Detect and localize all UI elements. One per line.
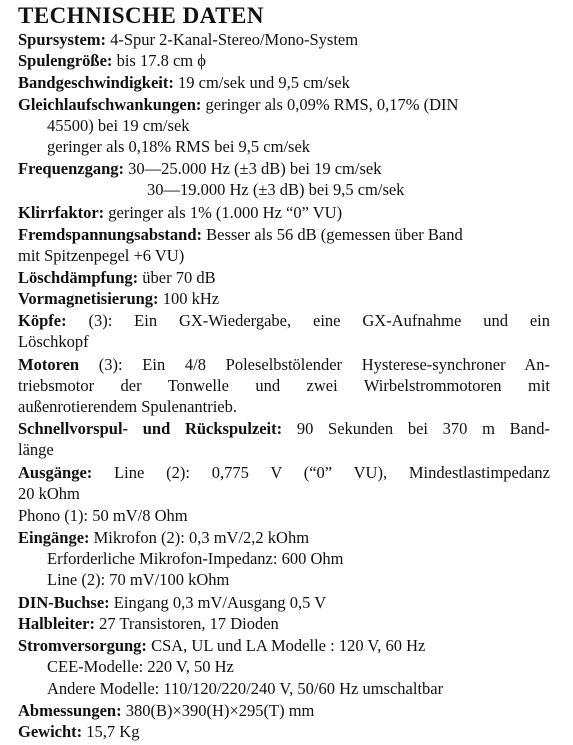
spec-gleichlauf bbox=[18, 95, 458, 115]
spec-value: 90 Sekunden bei 370 m Band- bbox=[296, 419, 550, 438]
spec-value: (3): Ein GX-Wiedergabe, eine GX-Aufnahme und ein bbox=[88, 311, 550, 330]
spec-label: Ausgänge: bbox=[18, 463, 93, 482]
spec-koepfe-line2: Löschkopf bbox=[18, 332, 89, 351]
spec-ausgaenge-line3: Phono (1): 50 mV/8 Ohm bbox=[18, 506, 188, 525]
spec-label: Abmessungen: bbox=[18, 701, 122, 720]
spec-value: Besser als 56 dB (gemessen über Band bbox=[206, 225, 463, 244]
spec-koepfe bbox=[18, 311, 550, 331]
spec-frequenzgang bbox=[18, 159, 381, 179]
spec-value: Eingang 0,3 mV/Ausgang 0,5 V bbox=[113, 593, 327, 612]
spec-label: Löschdämpfung: bbox=[18, 268, 139, 287]
spec-label: Gewicht: bbox=[18, 722, 83, 741]
spec-value: bis 17.8 cm ϕ bbox=[116, 51, 206, 70]
spec-strom-line3: Andere Modelle: 110/120/220/240 V, 50/60 Hz umschaltbar bbox=[47, 679, 444, 698]
spec-spulengroesse bbox=[18, 51, 206, 71]
spec-fremdspannung bbox=[18, 225, 463, 245]
spec-value: 380(B)×390(H)×295(T) mm bbox=[125, 701, 315, 720]
spec-value: 30—25.000 Hz (±3 dB) bei 19 cm/sek bbox=[128, 159, 382, 178]
spec-label: Spulengröße: bbox=[18, 51, 113, 70]
spec-value: 100 kHz bbox=[162, 289, 220, 308]
spec-label: DIN-Buchse: bbox=[18, 593, 110, 612]
spec-motoren-line3: außenrotierendem Spulenantrieb. bbox=[18, 397, 238, 416]
spec-value: 27 Transistoren, 17 Dioden bbox=[99, 614, 279, 633]
spec-schnellvorspul bbox=[18, 419, 550, 439]
spec-eingaenge bbox=[18, 528, 309, 548]
spec-label: Fremdspannungsabstand: bbox=[18, 225, 203, 244]
spec-label: Motoren bbox=[18, 355, 80, 374]
spec-ausgaenge-line2: 20 kOhm bbox=[18, 484, 80, 503]
spec-gleichlauf-line3: geringer als 0,18% RMS bei 9,5 cm/sek bbox=[47, 137, 311, 156]
spec-strom-line2: CEE-Modelle: 220 V, 50 Hz bbox=[47, 657, 234, 676]
spec-value: CSA, UL und LA Modelle : 120 V, 60 Hz bbox=[151, 636, 426, 655]
spec-strom bbox=[18, 636, 425, 656]
spec-value: 19 cm/sek und 9,5 cm/sek bbox=[178, 73, 350, 92]
spec-label: Klirrfaktor: bbox=[18, 203, 105, 222]
spec-eingaenge-line3: Line (2): 70 mV/100 kOhm bbox=[47, 570, 230, 589]
spec-value: über 70 dB bbox=[142, 268, 216, 287]
spec-bandgeschwindigkeit bbox=[18, 73, 350, 93]
spec-label: Eingänge: bbox=[18, 528, 90, 547]
spec-gleichlauf-line2: 45500) bei 19 cm/sek bbox=[47, 116, 190, 135]
spec-label: Schnellvorspul- und Rückspulzeit: bbox=[18, 419, 283, 438]
spec-motoren-line2: triebsmotor der Tonwelle und zwei Wirbelstrommotoren mit bbox=[18, 376, 550, 395]
spec-label: Halbleiter: bbox=[18, 614, 95, 633]
spec-label: Vormagnetisierung: bbox=[18, 289, 159, 308]
spec-gewicht bbox=[18, 722, 139, 742]
spec-value: geringer als 1% (1.000 Hz “0” VU) bbox=[108, 203, 343, 222]
spec-eingaenge-line2: Erforderliche Mikrofon-Impedanz: 600 Ohm bbox=[47, 549, 344, 568]
spec-value: geringer als 0,09% RMS, 0,17% (DIN bbox=[205, 95, 459, 114]
spec-motoren bbox=[18, 355, 550, 375]
spec-schnellvorspul-line2: länge bbox=[18, 440, 54, 459]
spec-ausgaenge bbox=[18, 463, 550, 483]
spec-din bbox=[18, 593, 326, 613]
spec-abmessungen bbox=[18, 701, 314, 721]
spec-value: 4-Spur 2-Kanal-Stereo/Mono-System bbox=[110, 30, 359, 49]
spec-fremdspannung-line2: mit Spitzenpegel +6 VU) bbox=[18, 246, 185, 265]
spec-frequenzgang-line2: 30—19.000 Hz (±3 dB) bei 9,5 cm/sek bbox=[147, 180, 405, 199]
page-title: TECHNISCHE DATEN bbox=[18, 3, 264, 28]
spec-loeschdaempfung bbox=[18, 268, 216, 288]
spec-label: Gleichlaufschwankungen: bbox=[18, 95, 202, 114]
spec-label: Köpfe: bbox=[18, 311, 67, 330]
spec-klirrfaktor bbox=[18, 203, 342, 223]
spec-label: Frequenzgang: bbox=[18, 159, 125, 178]
spec-label: Stromversorgung: bbox=[18, 636, 147, 655]
spec-label: Bandgeschwindigkeit: bbox=[18, 73, 174, 92]
spec-label: Spursystem: bbox=[18, 30, 107, 49]
spec-spursystem bbox=[18, 30, 358, 50]
spec-vormagnetisierung bbox=[18, 289, 219, 309]
spec-value: (3): Ein 4/8 Poleselbstölender Hysterese-synchroner An- bbox=[98, 355, 551, 374]
spec-halbleiter bbox=[18, 614, 279, 634]
spec-value: Line (2): 0,775 V (“0” VU), Mindestlastimpedanz bbox=[114, 463, 551, 482]
spec-value: Mikrofon (2): 0,3 mV/2,2 kOhm bbox=[93, 528, 310, 547]
spec-value: 15,7 Kg bbox=[86, 722, 140, 741]
